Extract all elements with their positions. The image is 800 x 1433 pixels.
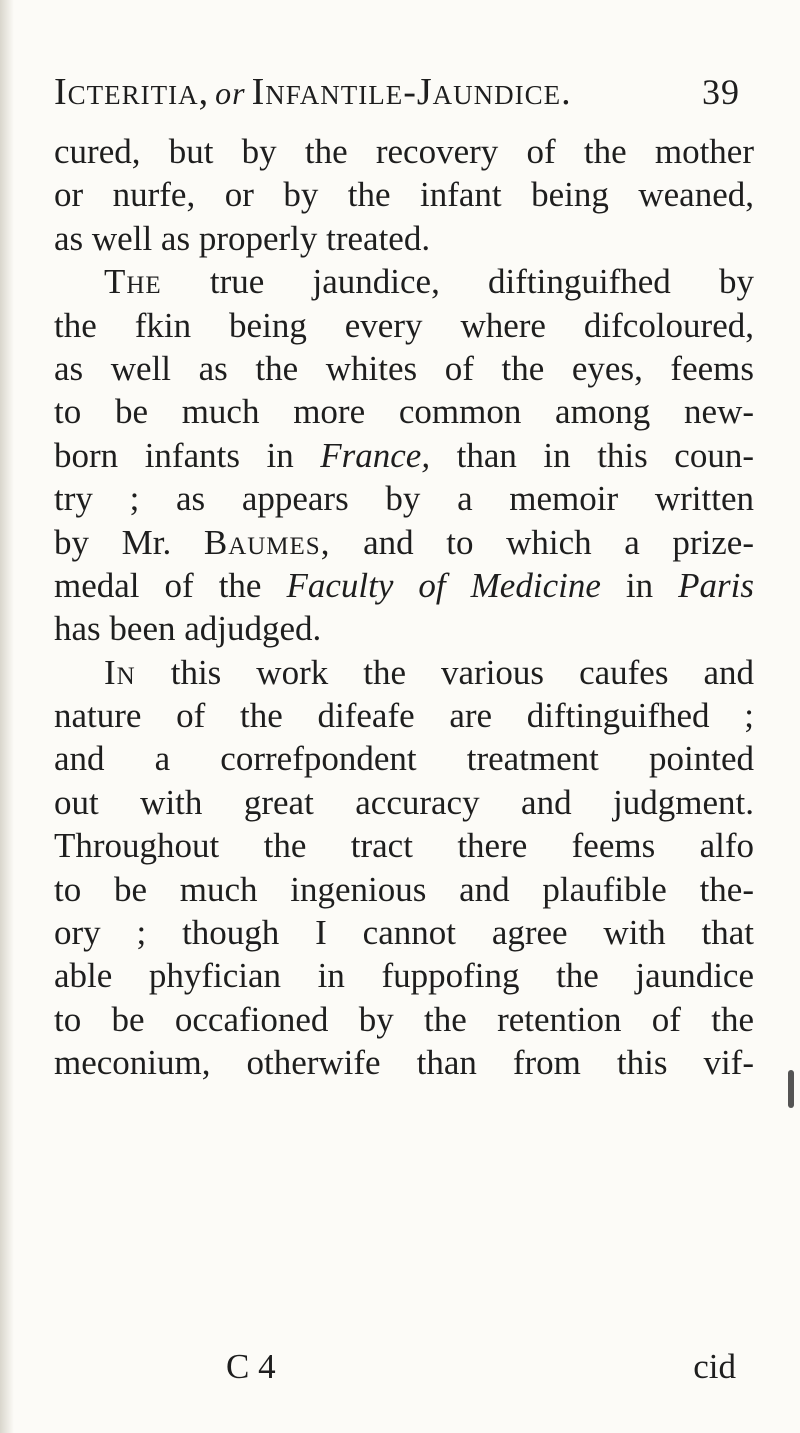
gutter-shadow <box>0 0 14 1433</box>
catchword: cid <box>693 1347 736 1386</box>
body-text <box>54 130 754 1085</box>
text-line: out with great accuracy and judgment. <box>54 782 754 822</box>
running-title-right: Infantile-Jaundice. <box>251 71 572 113</box>
text-line <box>54 564 754 607</box>
italic-place-name: France, <box>320 435 431 475</box>
text-line <box>54 521 754 564</box>
text-line <box>54 434 754 477</box>
paragraph-lead-word: In <box>104 652 136 692</box>
text-run: born infants in <box>54 435 321 475</box>
text-line: to be much more common among new- <box>54 392 754 432</box>
text-run: and to which a prize- <box>330 522 754 562</box>
text-line: meconium, otherwife than from this vif- <box>54 1043 754 1083</box>
running-title-left: Icteritia, <box>54 71 210 113</box>
italic-institution: Faculty of Medicine <box>286 565 601 605</box>
text-run: true jaundice, diftinguifhed by <box>161 262 754 302</box>
text-line: has been adjudged. <box>54 609 322 649</box>
text-line: cured, but by the recovery of the mother <box>54 132 754 171</box>
text-run: medal of the <box>54 565 287 605</box>
text-line: as well as the whites of the eyes, feems <box>54 348 754 388</box>
text-line: ory ; though I cannot agree with that <box>54 913 754 953</box>
running-head <box>54 70 754 114</box>
signature-mark: C 4 <box>226 1347 276 1386</box>
paragraph-start-line <box>54 651 754 694</box>
text-run: this work the various caufes and <box>135 652 754 692</box>
text-line: Throughout the tract there feems alfo <box>54 826 754 866</box>
ink-mark <box>788 1070 794 1108</box>
text-line: and a correfpondent treatment pointed <box>54 739 754 779</box>
text-line: try ; as appears by a memoir written <box>54 479 754 519</box>
text-run: in <box>600 565 679 605</box>
running-title-or: or <box>215 75 246 111</box>
text-line: nature of the difeafe are diftinguifhed ; <box>54 696 754 736</box>
paragraph-start-line <box>54 260 754 303</box>
page-number: 39 <box>702 72 740 112</box>
smallcaps-name: Baumes, <box>203 522 331 562</box>
text-line: as well as properly treated. <box>54 218 431 258</box>
text-line: the fkin being every where difcoloured, <box>54 305 754 345</box>
text-run: than in this coun- <box>430 435 754 475</box>
text-line: to be much ingenious and plaufible the- <box>54 869 754 909</box>
italic-place-name: Paris <box>678 565 754 605</box>
text-run: by Mr. <box>54 522 204 562</box>
text-line: to be occafioned by the retention of the <box>54 999 754 1039</box>
page-footer <box>54 1345 754 1389</box>
text-line: or nurfe, or by the infant being weaned, <box>54 175 754 215</box>
paragraph-lead-word: The <box>104 262 162 302</box>
text-line: able phyfician in fuppofing the jaundice <box>54 956 754 996</box>
